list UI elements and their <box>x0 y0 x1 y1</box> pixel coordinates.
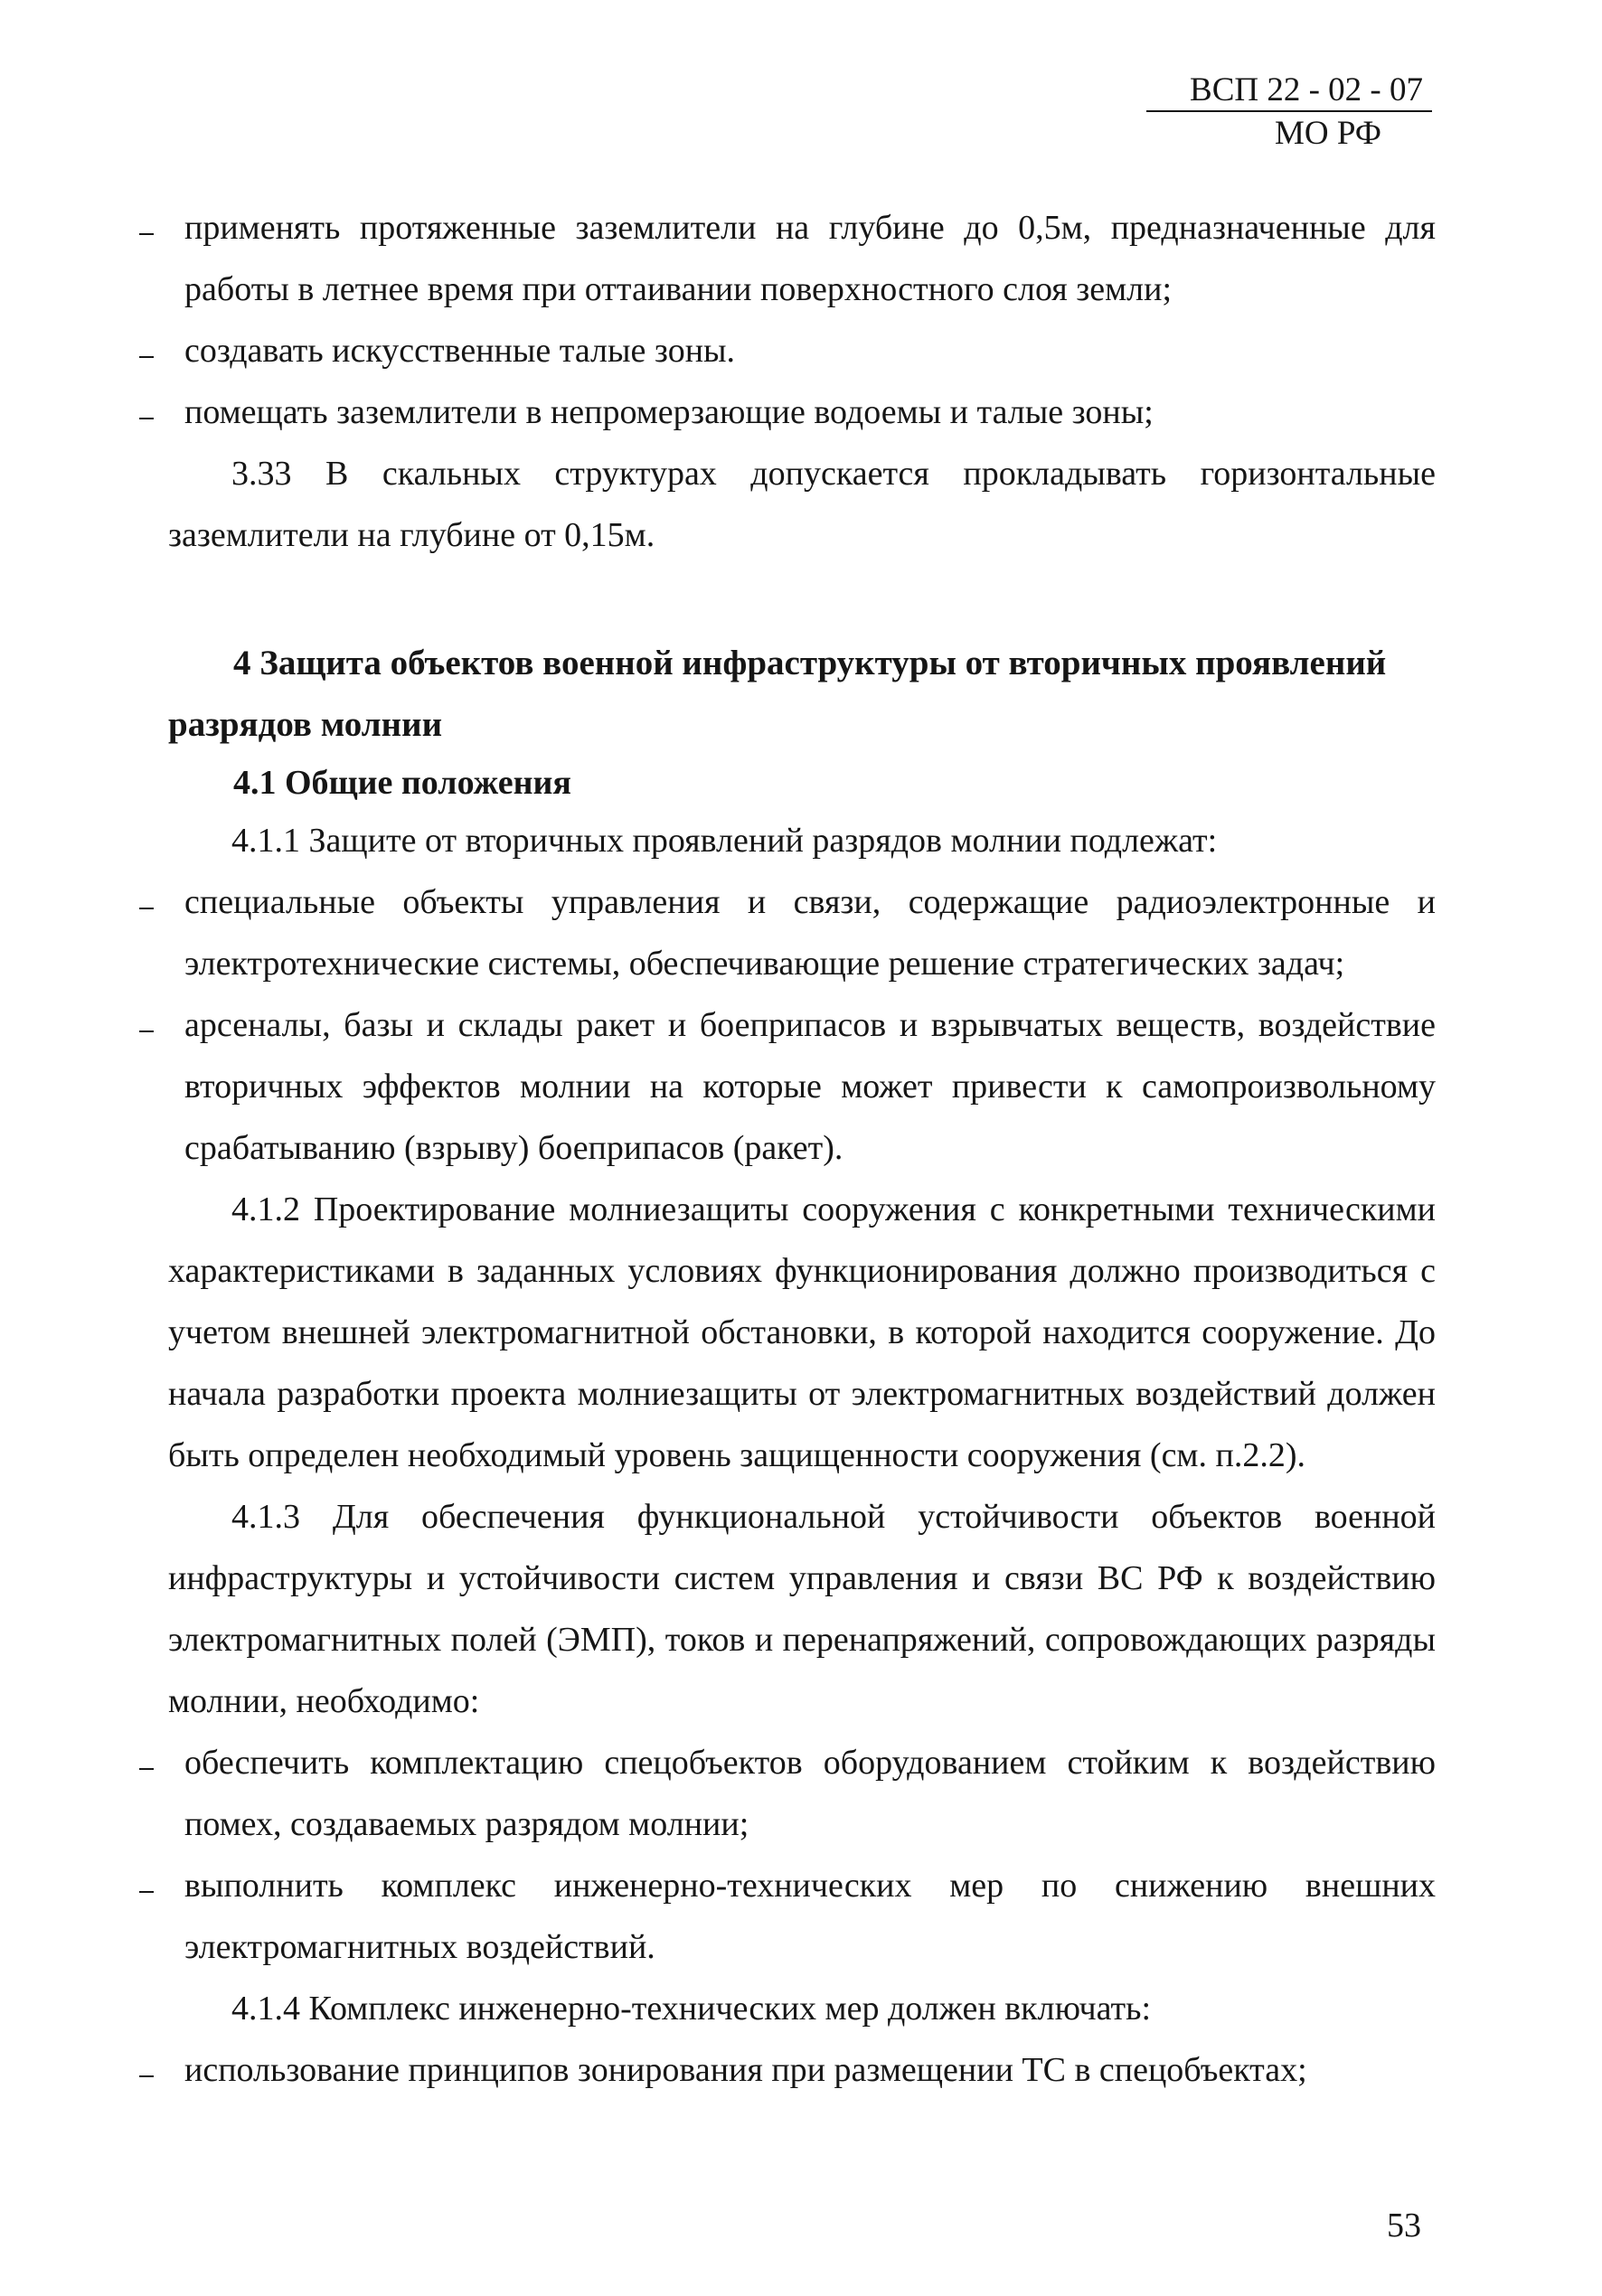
page-number: 53 <box>1387 2207 1421 2244</box>
paragraph-3-33: 3.33 В скальных структурах допускается прокладывать горизонтальные заземлители на глубине от 0,15м. <box>168 455 1436 554</box>
list-item <box>168 2039 1436 2101</box>
list-item <box>168 320 1436 381</box>
subsection-heading: 4.1 Общие положения <box>233 764 571 802</box>
list-item <box>168 994 1436 1179</box>
list-item <box>168 1732 1436 1855</box>
section-heading: 4 Защита объектов военной инфраструктуры от вторичных проявлений разрядов молнии <box>168 644 1387 744</box>
list-item <box>168 197 1436 320</box>
list-item-text: обеспечить комплектацию спецобъектов оборудованием стойким к воздействию помех, создаваемых разрядом молнии; <box>184 1744 1436 1843</box>
organization-label: МО РФ <box>1274 115 1381 152</box>
document-body <box>168 197 1436 2101</box>
list-item-text: помещать заземлители в непромерзающие водоемы и талые зоны; <box>184 393 1154 431</box>
list-item-text: использование принципов зонирования при размещении ТС в спецобъектах; <box>184 2051 1307 2089</box>
list-item-text: применять протяженные заземлители на глубине до 0,5м, предназначенные для работы в летнее время при оттаивании поверхностного слоя земли; <box>184 209 1436 308</box>
list-item <box>168 871 1436 994</box>
list-item-text: выполнить комплекс инженерно-технических мер по снижению внешних электромагнитных воздействий. <box>184 1867 1436 1966</box>
document-code: ВСП 22 - 02 - 07 <box>1146 71 1432 112</box>
spacer <box>168 566 1436 633</box>
list-item <box>168 1855 1436 1978</box>
document-header <box>1146 71 1432 155</box>
paragraph-4-1-3: 4.1.3 Для обеспечения функциональной устойчивости объектов военной инфраструктуры и устойчивости систем управления и связи ВС РФ к воздействию электромагнитных полей (ЭМП), токов и перенапряжений, сопровождающих разряды молнии, необходимо: <box>168 1498 1436 1720</box>
paragraph-4-1-1: 4.1.1 Защите от вторичных проявлений разрядов молнии подлежат: <box>231 822 1218 860</box>
paragraph-4-1-2: 4.1.2 Проектирование молниезащиты сооружения с конкретными техническими характеристиками в заданных условиях функционирования должно производиться с учетом внешней электромагнитной обстановки, в которой находится сооружение. До начала разработки проекта молниезащиты от электромагнитных воздействий должен быть определен необходимый уровень защищенности сооружения (см. п.2.2). <box>168 1190 1436 1474</box>
list-item-text: создавать искусственные талые зоны. <box>184 332 736 370</box>
list-item-text: арсеналы, базы и склады ракет и боеприпасов и взрывчатых веществ, воздействие вторичных эффектов молнии на которые может привести к самопроизвольному срабатыванию (взрыву) боеприпасов (ракет). <box>184 1006 1436 1167</box>
list-item <box>168 381 1436 443</box>
list-item-text: специальные объекты управления и связи, содержащие радиоэлектронные и электротехнические системы, обеспечивающие решение стратегических задач; <box>184 883 1436 983</box>
paragraph-4-1-4: 4.1.4 Комплекс инженерно-технических мер должен включать: <box>231 1990 1152 2028</box>
